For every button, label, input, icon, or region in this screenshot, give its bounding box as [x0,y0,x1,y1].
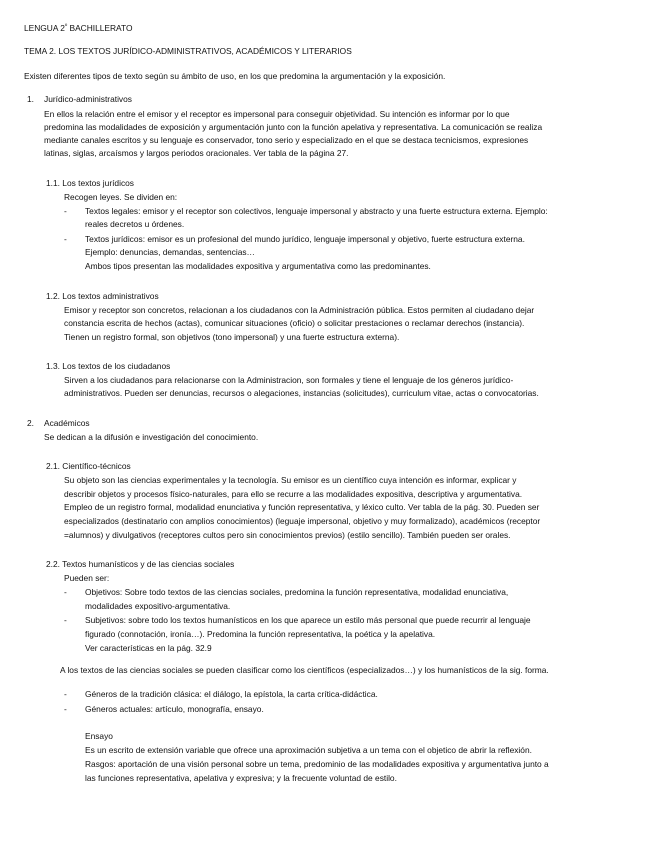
intro-paragraph: Existen diferentes tipos de texto según su ámbito de uso, en los que predomina la argumentación y la exposición. [24,71,446,81]
genre-item: Géneros actuales: artículo, monografía, ensayo. [85,704,264,714]
course-ordinal: º [64,24,68,30]
section-2-intro: Se dedican a la difusión e investigación del conocimiento. [44,432,259,442]
subsection-2-2-heading: 2.2. Textos humanísticos y de las ciencias sociales [46,559,235,569]
course-label: LENGUA 2 [24,23,65,33]
subsection-1-2-heading: 1.2. Los textos administrativos [46,291,159,301]
subsection-1-2-line: constancia escrita de hechos (actas), comunicar situaciones (oficio) o solicitar prestaciones o reclamar derechos (instancia). [64,318,525,328]
bullet-dash: - [64,234,67,244]
subsection-2-1-line: Su objeto son las ciencias experimentales y la tecnología. Su emisor es un científico cuya intención es informar, explicar y [64,475,517,485]
classification-paragraph: A los textos de las ciencias sociales se pueden clasificar como los científicos (especializados…) y los humanísticos de la sig. forma. [60,665,549,675]
document-title: TEMA 2. LOS TEXTOS JURÍDICO-ADMINISTRATIVOS, ACADÉMICOS Y LITERARIOS [24,46,352,56]
bullet-dash: - [64,587,67,597]
bullet-line: Ambos tipos presentan las modalidades expositiva y argumentativa como las predominantes. [85,261,431,271]
bullet-line: Ejemplo: denuncias, demandas, sentencias… [85,247,255,257]
section-2-number: 2. [27,418,34,428]
subsection-1-3-line: administrativos. Pueden ser denuncias, recursos o alegaciones, instancias (solicitudes), curriculum vitae, actas o convocatorias. [64,388,539,398]
essay-heading: Ensayo [85,731,113,741]
essay-line: las funciones representativa, apelativa y expresiva; y la frecuente voluntad de estilo. [85,773,397,783]
section-1-line: latinas, siglas, arcaísmos y largos periodos oracionales. Ver tabla de la página 27. [44,148,349,158]
subsection-1-3-line: Sirven a los ciudadanos para relacionarse con la Administracion, son formales y tiene el lenguaje de los géneros jurídico- [64,375,514,385]
subsection-2-2-intro: Pueden ser: [64,573,110,583]
subsection-2-1-line: describir objetos y procesos físico-naturales, para ello se recurre a las modalidades expositiva, descriptiva y argumentativa. [64,489,523,499]
genre-item: Géneros de la tradición clásica: el diálogo, la epístola, la carta crítica-didáctica. [85,689,378,699]
subsection-2-1-heading: 2.1. Científico-técnicos [46,461,131,471]
bullet-line: Textos legales: emisor y el receptor son colectivos, lenguaje impersonal y abstracto y una fuerte estructura externa. Ejemplo: [85,206,548,216]
bullet-dash: - [64,689,67,699]
subsection-1-2-line: Tienen un registro formal, son objetivos (tono impersonal) y una fuerte estructura externa). [64,332,400,342]
bullet-line: Subjetivos: sobre todo los textos humanísticos en los que aparece un estilo más personal que puede recurrir al lenguaje [85,615,531,625]
course-header [24,22,133,35]
bullet-line: Textos jurídicos: emisor es un profesional del mundo jurídico, lenguaje impersonal y objetivo, fuerte estructura externa. [85,234,525,244]
course-level: BACHILLERATO [67,23,133,33]
bullet-line: modalidades expositivo-argumentativa. [85,601,231,611]
bullet-dash: - [64,704,67,714]
subsection-2-1-line: =alumnos) y divulgativos (receptores cultos pero sin conocimientos previos) (estilo sencillo). También pueden ser orales. [64,530,511,540]
subsection-1-1-heading: 1.1. Los textos jurídicos [46,178,134,188]
section-1-heading: Jurídico-administrativos [44,94,132,104]
subsection-1-1-intro: Recogen leyes. Se dividen en: [64,192,178,202]
subsection-1-3-heading: 1.3. Los textos de los ciudadanos [46,361,171,371]
section-1-line: predomina las modalidades de exposición y argumentación junto con la función apelativa y representativa. La comunicación se realiza [44,122,543,132]
subsection-2-1-line: Empleo de un registro formal, modalidad enunciativa y función representativa, y léxico culto. Ver tabla de la pág. 30. Pueden ser [64,502,540,512]
section-1-line: En ellos la relación entre el emisor y el receptor es impersonal para conseguir objetividad. Su intención es informar por lo que [44,109,510,119]
subsection-2-1-line: especializados (destinatario con amplios conocimientos) (leguaje impersonal, objetivo y muy formalizado), académicos (receptor [64,516,541,526]
section-2-heading: Académicos [44,418,90,428]
bullet-dash: - [64,615,67,625]
subsection-1-2-line: Emisor y receptor son concretos, relacionan a los ciudadanos con la Administración pública. Estos permiten al ciudadano dejar [64,305,535,315]
essay-line: Rasgos: aportación de una visión personal sobre un tema, predominio de las modalidades expositiva y argumentativa junto a [85,759,549,769]
bullet-line: reales decretos u órdenes. [85,219,185,229]
section-1-line: mediante canales escritos y su lenguaje es conservador, tono serio y especializado en el que se destaca tecnicismos, expresiones [44,135,529,145]
bullet-line: Objetivos: Sobre todo textos de las ciencias sociales, predomina la función representativa, modalidad enunciativa, [85,587,509,597]
bullet-line: figurado (connotación, ironía…). Predomina la función representativa, la poética y la apelativa. [85,629,436,639]
bullet-dash: - [64,206,67,216]
section-1-number: 1. [27,94,34,104]
essay-line: Es un escrito de extensión variable que ofrece una aproximación subjetiva a un tema con el objetico de abrir la reflexión. [85,745,532,755]
bullet-line: Ver características en la pág. 32.9 [85,643,212,653]
